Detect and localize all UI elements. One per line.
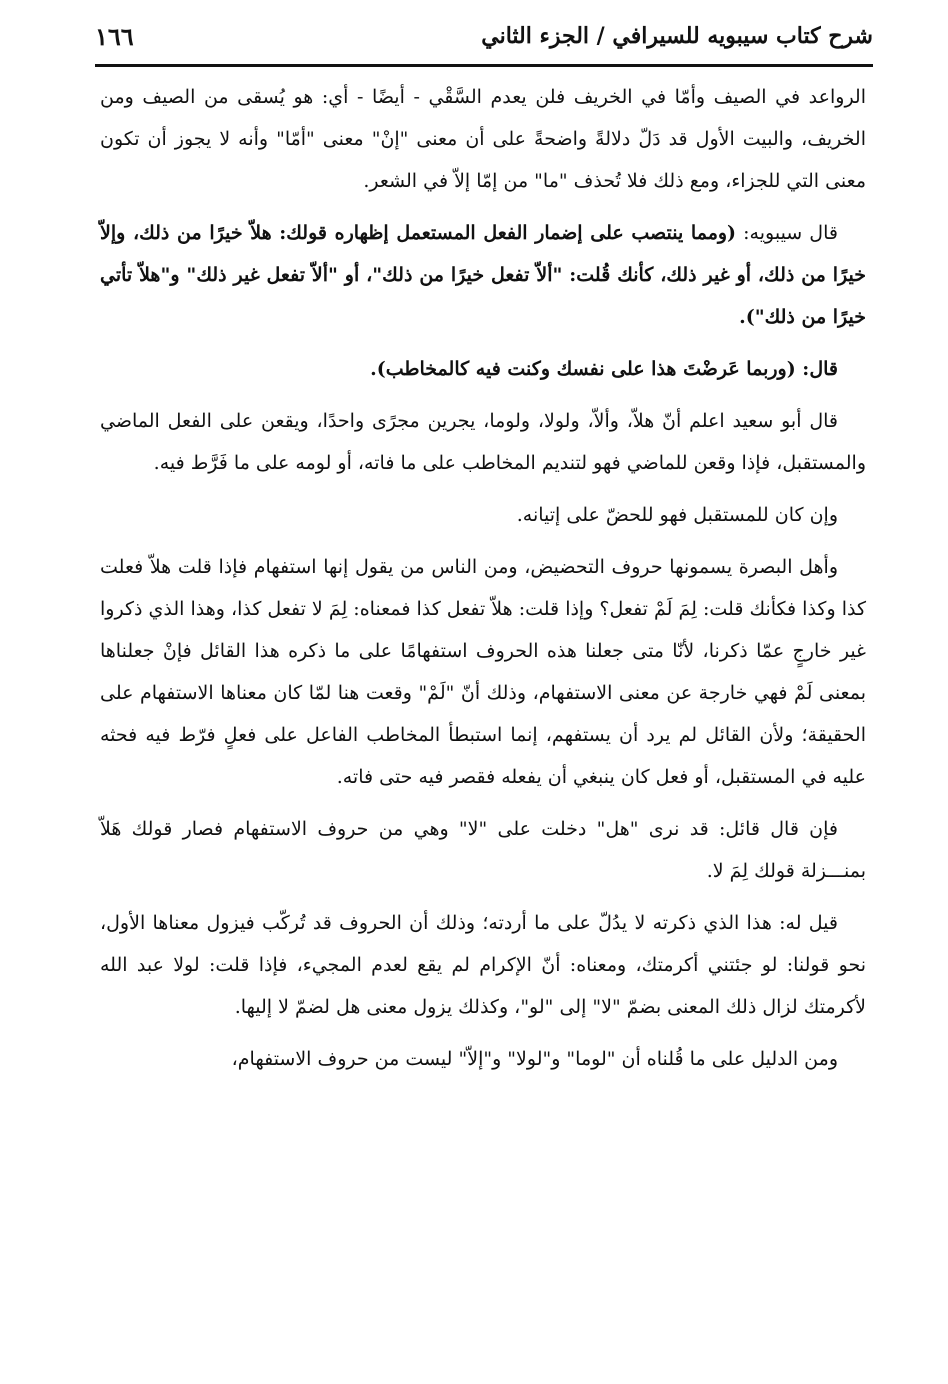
paragraph-8: قيل له: هذا الذي ذكرته لا يدُلّ على ما أردته؛ وذلك أن الحروف قد تُركّب فيزول معناها الأول، نحو قولنا: لو جئتني أكرمتك، ومعناه: أنّ الإكرام لم يقع لعدم المجيء، فإذا قلت: لولا عبد الله لأكرمتك لزال ذلك المعنى بضمّ "لا" إلى "لو"، وكذلك يزول معنى هل لضمّ لا إليها. xyxy=(100,912,866,1018)
running-title: شرح كتاب سيبويه للسيرافي / الجزء الثاني xyxy=(481,23,873,49)
paragraph-5: وإن كان للمستقبل فهو للحضّ على إتيانه. xyxy=(516,504,838,526)
paragraph-6: وأهل البصرة يسمونها حروف التحضيض، ومن الناس من يقول إنها استفهام فإذا قلت هلاّ فعلت كذا وكذا فكأنك قلت: لِمَ لَمْ تفعل؟ وإذا قلت: هلاّ تفعل كذا فمعناه: لِمَ لا تفعل كذا، وهذا الذي ذكروا غير خارجٍ عمّا ذكرنا، لأنّا متى جعلنا هذه الحروف استفهامًا على ما ذكره هذا القائل فإنْ جعلناها بمعنى لَمْ فهي خارجة عن معنى الاستفهام، وذلك أنّ "لَمْ" وقعت هنا لمّا كان معناها الاستفهام على الحقيقة؛ ولأن القائل لم يرد أن يستفهم، إنما استبطأ المخاطب الفاعل على فعلٍ فرّط فيه فحثه عليه في المستقبل، أو فعل كان ينبغي أن يفعله فقصر فيه حتى فاته. xyxy=(100,556,866,788)
quote-lead: قال سيبويه: xyxy=(736,222,838,244)
header-rule xyxy=(95,64,873,67)
paragraph-9: ومن الدليل على ما قُلناه أن "لوما" و"لولا" و"إلاّ" ليست من حروف الاستفهام، xyxy=(231,1048,838,1070)
page-header xyxy=(95,10,873,62)
page-number: ١٦٦ xyxy=(95,21,134,51)
paragraph-1: الرواعد في الصيف وأمّا في الخريف فلن يعدم السَّقْي - أيضًا - أي: هو يُسقى من الصيف ومن الخريف، والبيت الأول قد دَلّ دلالةً واضحةً على أن معنى "إنْ" معنى "أمّا" وأنه لا يجوز أن تكون معنى التي للجزاء، ومع ذلك فلا تُحذف "ما" من إمّا إلاّ في الشعر. xyxy=(100,86,866,192)
page-body xyxy=(100,76,866,1090)
paragraph-3-quote: قال: (وربما عَرضْتَ هذا على نفسك وكنت فيه كالمخاطب). xyxy=(370,358,838,380)
quote-text: (ومما ينتصب على إضمار الفعل المستعمل إظهاره قولك: هلاّ خيرًا من ذلك، وإلاّ خيرًا من ذلك، أو غير ذلك، كأنك قُلت: "ألاّ تفعل خيرًا من ذلك"، أو "ألاّ تفعل غير ذلك" و"هلاّ تأتي خيرًا من ذلك"). xyxy=(100,222,866,328)
paragraph-7: فإن قال قائل: قد نرى "هل" دخلت على "لا" وهي من حروف الاستفهام فصار قولك هَلاّ بمنـــزلة قولك لِمَ لا. xyxy=(100,818,866,882)
paragraph-2-sibawayh-quote xyxy=(100,212,866,338)
paragraph-4: قال أبو سعيد اعلم أنّ هلاّ، وألاّ، ولولا، ولوما، يجرين مجرًى واحدًا، ويقعن على الفعل الماضي والمستقبل، فإذا وقعن للماضي فهو لتنديم المخاطب على ما فاته، أو لومه على ما فَرَّط فيه. xyxy=(100,410,866,474)
